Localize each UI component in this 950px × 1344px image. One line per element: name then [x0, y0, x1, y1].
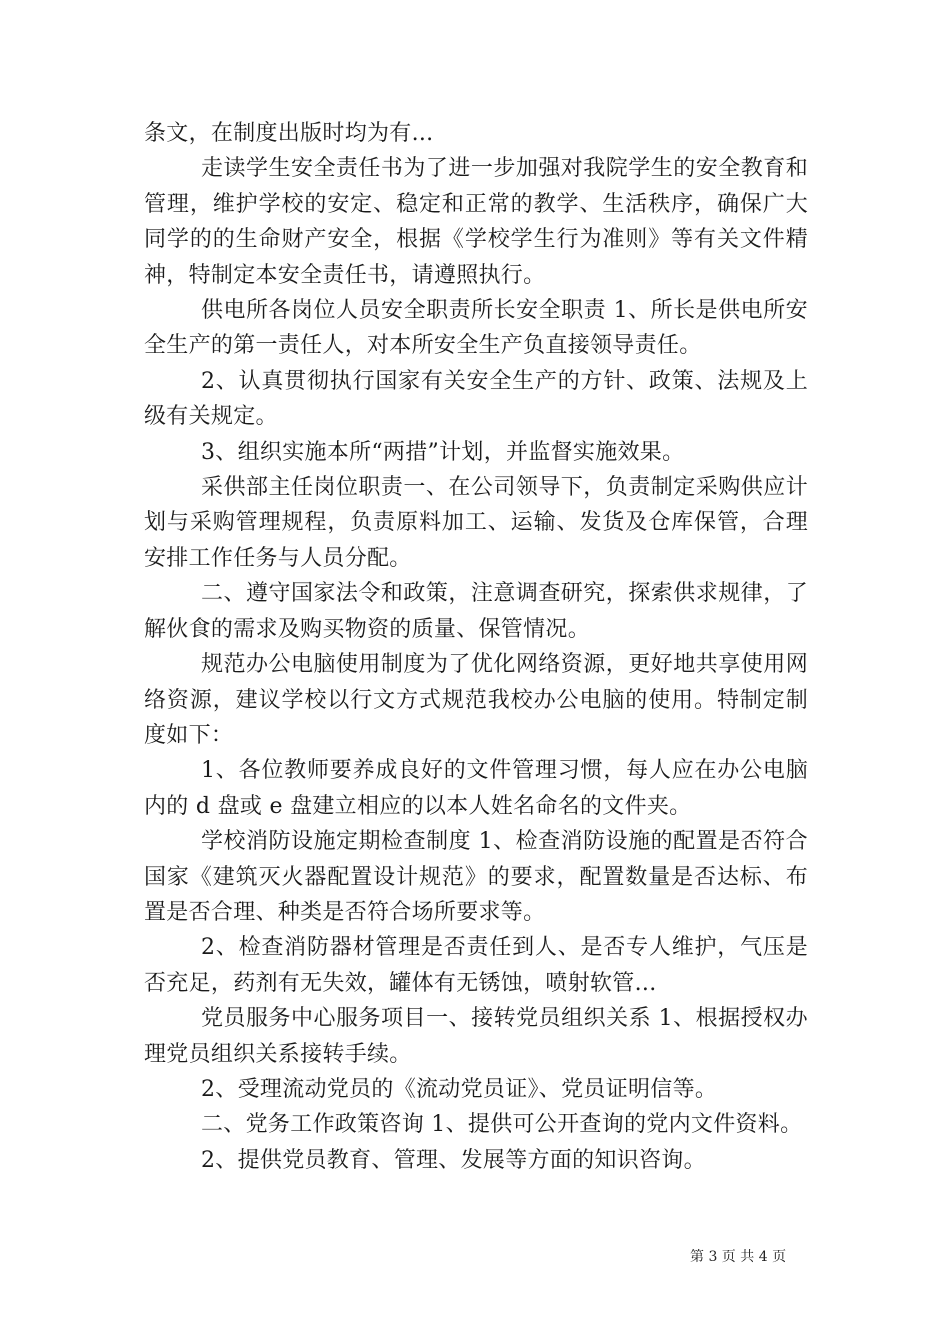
document-body [144, 116, 808, 1178]
paragraph: 供电所各岗位人员安全职责所长安全职责 1、所长是供电所安全生产的第一责任人，对本所安全生产负直接领导责任。 [144, 298, 808, 359]
paragraph: 采供部主任岗位职责一、在公司领导下，负责制定采购供应计划与采购管理规程，负责原料加工、运输、发货及仓库保管，合理安排工作任务与人员分配。 [144, 475, 808, 571]
paragraph: 二、遵守国家法令和政策，注意调查研究，探索供求规律，了解伙食的需求及购买物资的质量、保管情况。 [144, 581, 808, 642]
paragraph: 2、受理流动党员的《流动党员证》、党员证明信等。 [201, 1076, 718, 1102]
paragraph: 2、检查消防器材管理是否责任到人、是否专人维护，气压是否充足，药剂有无失效，罐体有无锈蚀，喷射软管... [144, 935, 808, 996]
paragraph: 党员服务中心服务项目一、接转党员组织关系 1、根据授权办理党员组织关系接转手续。 [144, 1006, 808, 1067]
paragraph: 1、各位教师要养成良好的文件管理习惯，每人应在办公电脑内的 d 盘或 e 盘建立相应的以本人姓名命名的文件夹。 [144, 758, 808, 819]
paragraph: 二、党务工作政策咨询 1、提供可公开查询的党内文件资料。 [201, 1112, 803, 1138]
paragraph: 3、组织实施本所“两措”计划，并监督实施效果。 [201, 439, 685, 465]
paragraph: 2、认真贯彻执行国家有关安全生产的方针、政策、法规及上级有关规定。 [144, 368, 808, 430]
paragraph: 规范办公电脑使用制度为了优化网络资源，更好地共享使用网络资源，建议学校以行文方式规范我校办公电脑的使用。特制定制度如下： [144, 652, 808, 748]
paragraph: 条文，在制度出版时均为有... [144, 121, 434, 146]
page-number-footer: 第 3 页 共 4 页 [690, 1249, 787, 1265]
paragraph: 2、提供党员教育、管理、发展等方面的知识咨询。 [201, 1147, 706, 1173]
paragraph: 走读学生安全责任书为了进一步加强对我院学生的安全教育和管理，维护学校的安定、稳定和正常的教学、生活秩序，确保广大同学的的生命财产安全，根据《学校学生行为准则》等有关文件精神，特制定本安全责任书，请遵照执行。 [144, 156, 808, 288]
paragraph: 学校消防设施定期检查制度 1、检查消防设施的配置是否符合国家《建筑灭火器配置设计规范》的要求，配置数量是否达标、布置是否合理、种类是否符合场所要求等。 [144, 829, 808, 925]
